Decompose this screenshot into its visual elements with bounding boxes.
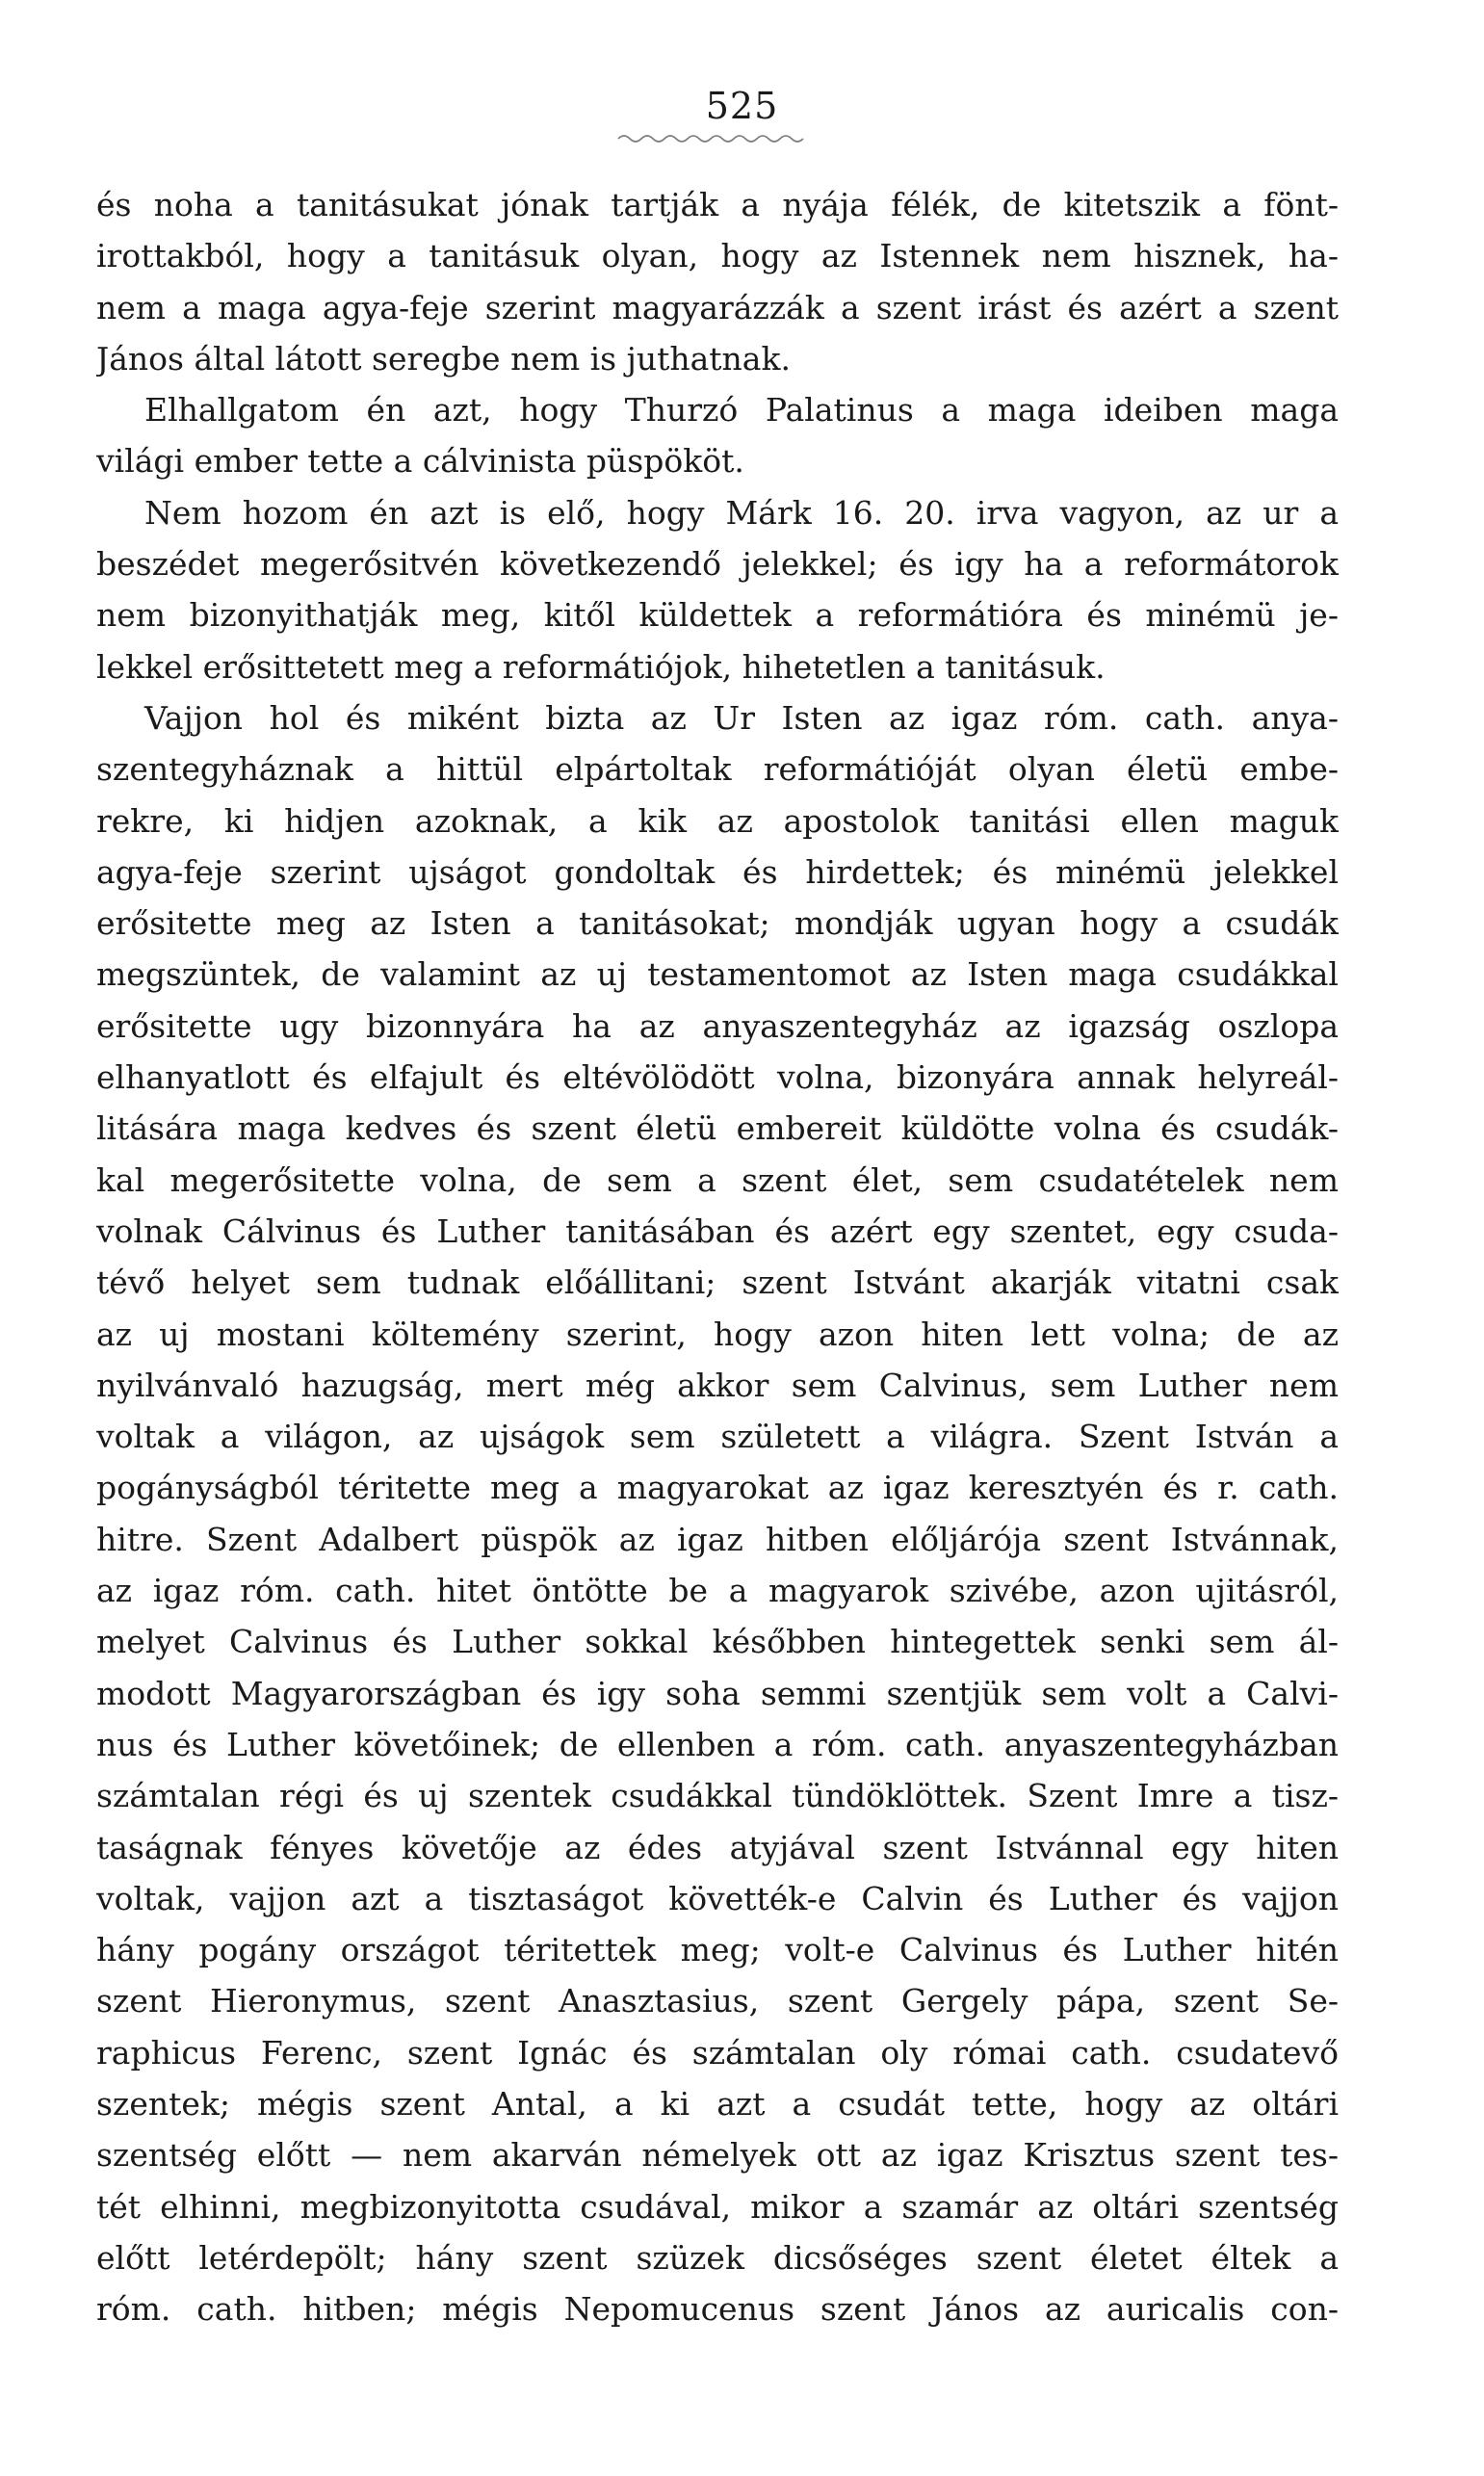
text-line: modott Magyarországban és igy soha semmi szentjük sem volt a Calvi-: [96, 1674, 1339, 1712]
text-line: raphicus Ferenc, szent Ignác és számtalan oly római cath. csudatevő: [96, 2033, 1339, 2072]
body-text: [96, 179, 1339, 2334]
text-line: megszüntek, de valamint az uj testamentomot az Isten maga csudákkal: [96, 955, 1339, 994]
text-line: erősitette ugy bizonnyára ha az anyaszentegyház az igazság oszlopa: [96, 1006, 1339, 1045]
text-line: hány pogány országot téritettek meg; volt-e Calvinus és Luther hitén: [96, 1931, 1339, 1969]
text-line: nyilvánvaló hazugság, mert még akkor sem Calvinus, sem Luther nem: [96, 1366, 1339, 1404]
text-line: Nem hozom én azt is elő, hogy Márk 16. 20. irva vagyon, az ur a: [144, 493, 1339, 532]
text-line: Vajjon hol és miként bizta az Ur Isten az igaz róm. cath. anya-: [144, 698, 1339, 737]
text-line: szentegyháznak a hittül elpártoltak reformátióját olyan életü embe-: [96, 750, 1339, 789]
text-line: nem a maga agya-feje szerint magyarázzák a szent irást és azért a szent: [96, 288, 1339, 326]
text-line: kal megerősitette volna, de sem a szent élet, sem csudatételek nem: [96, 1160, 1339, 1199]
text-line: világi ember tette a cálvinista püspököt.: [96, 442, 744, 481]
text-line: tét elhinni, megbizonyitotta csudával, mikor a szamár az oltári szentség: [96, 2187, 1339, 2226]
text-line: szentség előtt — nem akarván némelyek ott az igaz Krisztus szent tes-: [96, 2136, 1339, 2175]
text-line: lekkel erősittetett meg a reformátiójok, hihetetlen a tanitásuk.: [96, 647, 1106, 686]
text-line: beszédet megerősitvén következendő jelekkel; és igy ha a reformátorok: [96, 545, 1339, 584]
text-line: az uj mostani költemény szerint, hogy azon hiten lett volna; de az: [96, 1315, 1339, 1353]
text-line: előtt letérdepölt; hány szent szüzek dicsőséges szent életet éltek a: [96, 2238, 1339, 2277]
text-line: voltak a világon, az ujságok sem született a világra. Szent István a: [96, 1418, 1339, 1456]
text-line: az igaz róm. cath. hitet öntötte be a magyarok szivébe, azon ujitásról,: [96, 1572, 1339, 1610]
header-ornament: [616, 131, 809, 144]
text-line: nem bizonyithatják meg, kitől küldettek a reformátióra és minémü je-: [96, 596, 1339, 635]
text-line: róm. cath. hitben; mégis Nepomucenus szent János az auricalis con-: [96, 2290, 1339, 2329]
text-line: és noha a tanitásukat jónak tartják a nyája félék, de kitetszik a fönt-: [96, 186, 1339, 223]
text-line: Elhallgatom én azt, hogy Thurzó Palatinus a maga ideiben maga: [144, 391, 1339, 430]
text-line: voltak, vajjon azt a tisztaságot követték-e Calvin és Luther és vajjon: [96, 1879, 1339, 1917]
text-line: hitre. Szent Adalbert püspök az igaz hitben előljárója szent Istvánnak,: [96, 1520, 1339, 1558]
text-line: litására maga kedves és szent életü embereit küldötte volna és csudák-: [96, 1109, 1339, 1148]
text-line: szentek; mégis szent Antal, a ki azt a csudát tette, hogy az oltári: [96, 2084, 1339, 2123]
text-line: nus és Luther követőinek; de ellenben a róm. cath. anyaszentegyházban: [96, 1725, 1339, 1763]
text-line: volnak Cálvinus és Luther tanitásában és azért egy szentet, egy csuda-: [96, 1212, 1339, 1250]
text-line: tévő helyet sem tudnak előállitani; szent Istvánt akarják vitatni csak: [96, 1264, 1339, 1302]
text-line: erősitette meg az Isten a tanitásokat; mondják ugyan hogy a csudák: [96, 904, 1339, 943]
page-number: 525: [705, 85, 779, 127]
text-line: pogányságból téritette meg a magyarokat az igaz keresztyén és r. cath.: [96, 1469, 1339, 1507]
text-line: szent Hieronymus, szent Anasztasius, szent Gergely pápa, szent Se-: [96, 1982, 1339, 2020]
text-line: taságnak fényes követője az édes atyjával szent Istvánnal egy hiten: [96, 1828, 1339, 1866]
text-line: irottakból, hogy a tanitásuk olyan, hogy az Istennek nem hisznek, ha-: [96, 237, 1339, 275]
text-line: elhanyatlott és elfajult és eltévölödött volna, bizonyára annak helyreál-: [96, 1058, 1339, 1097]
text-line: számtalan régi és uj szentek csudákkal tündöklöttek. Szent Imre a tisz-: [96, 1777, 1339, 1815]
text-line: melyet Calvinus és Luther sokkal későbben hintegettek senki sem ál-: [96, 1623, 1339, 1661]
text-line: agya-feje szerint ujságot gondoltak és hirdettek; és minémü jelekkel: [96, 852, 1339, 891]
text-line: rekre, ki hidjen azoknak, a kik az apostolok tanitási ellen maguk: [96, 801, 1339, 840]
text-line: János által látott seregbe nem is juthatnak.: [96, 339, 791, 378]
